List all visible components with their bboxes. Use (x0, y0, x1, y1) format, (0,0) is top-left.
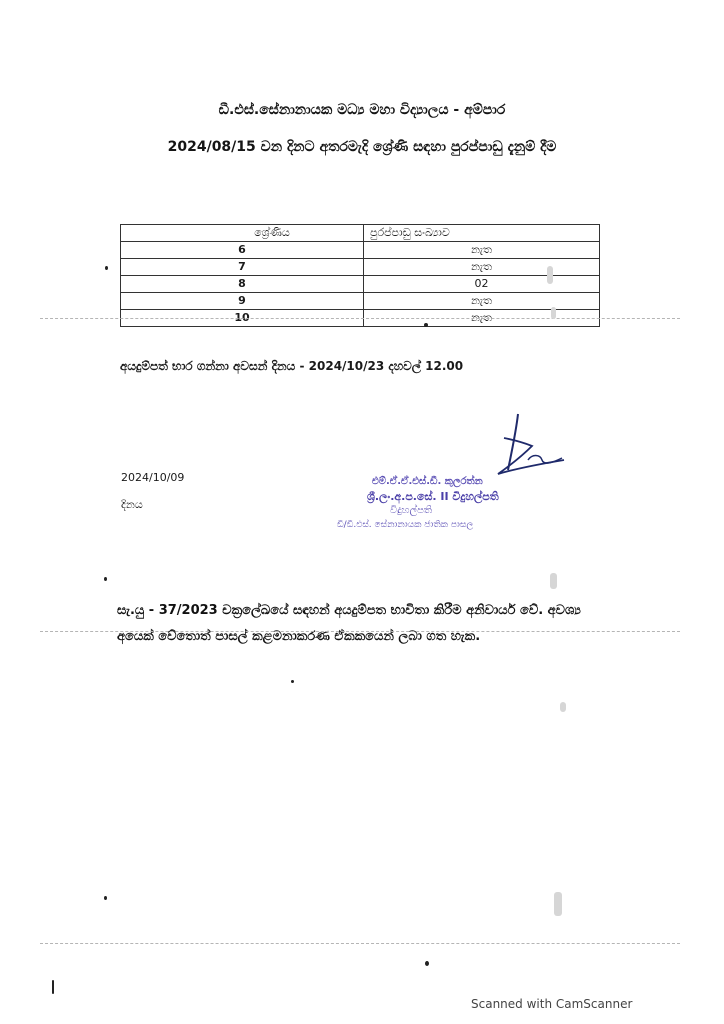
grade-cell: 10 (121, 310, 364, 327)
issue-date: 2024/10/09 (121, 471, 185, 484)
school-name-heading: ඩී.එස්.සේනානායක මධ්‍ය මහා විද්‍යාලය - අම්පාර (218, 102, 506, 118)
grade-column-header: ශ්‍රේණිය (121, 225, 364, 242)
scan-dot-artifact (424, 323, 428, 327)
scan-line-artifact (40, 631, 680, 632)
vacancy-cell: නැත (364, 310, 600, 327)
camscanner-watermark: Scanned with CamScanner (471, 997, 633, 1011)
table-row (121, 293, 600, 310)
circular-note: සැ.යු - 37/2023 චක්‍රලේඛයේ සඳහන් අයදුම්පත භාවිතා කිරීම අනිවාර්ය වේ. අවශ්‍ය අයෙක් වේතොත් පාසල් කළමනාකරණ ඒකකයෙන් ලබා ගත හැක. (117, 603, 581, 644)
vacancy-cell: නැත (364, 293, 600, 310)
stamp-name-line: එම්.ඒ.ඒ.එස්.ඩී. කුලරත්න (372, 476, 483, 487)
vacancy-count-column-header: පුරප්පාඩු සංඛ්‍යාව (364, 225, 600, 242)
scan-dot-artifact (104, 577, 107, 581)
scan-dot-artifact (291, 680, 294, 683)
scan-dot-artifact (104, 896, 107, 900)
table-header-row (121, 225, 600, 242)
notice-subtitle: 2024/08/15 වන දිනට අතරමැදි ශ්‍රේණි සඳහා පුරප්පාඩු දැනුම් දීම (167, 139, 557, 155)
grade-cell: 8 (121, 276, 364, 293)
scan-smudge-artifact (547, 266, 553, 284)
stamp-title-line: ශ්‍රී.ලං.අ.ප.සේ. II විදුහල්පති (367, 490, 499, 503)
table-row (121, 276, 600, 293)
principal-signature (470, 410, 570, 482)
grade-cell: 7 (121, 259, 364, 276)
scan-mark-artifact (52, 980, 54, 994)
scan-line-artifact (40, 318, 680, 319)
date-label: දිනය (121, 498, 143, 511)
scan-smudge-artifact (551, 307, 556, 319)
table-row (121, 242, 600, 259)
vacancy-cell: නැත (364, 242, 600, 259)
stamp-school-line: ඩී/ඩී.එස්. සේනානායක ජාතික පාසල (337, 520, 474, 530)
scan-smudge-artifact (554, 892, 562, 916)
scan-line-artifact (40, 943, 680, 944)
scan-dot-artifact (425, 961, 429, 966)
vacancy-cell: 02 (364, 276, 600, 293)
application-deadline: අයදුම්පත් භාර ගන්නා අවසන් දිනය - 2024/10/23 දහවල් 12.00 (120, 359, 464, 373)
table-row (121, 259, 600, 276)
scan-dot-artifact (105, 266, 108, 270)
scan-smudge-artifact (550, 573, 557, 589)
scan-smudge-artifact (560, 702, 566, 712)
grade-cell: 6 (121, 242, 364, 259)
stamp-role-line: විදුහල්පති (390, 505, 433, 516)
grade-cell: 9 (121, 293, 364, 310)
vacancy-table (120, 224, 600, 327)
vacancy-cell: නැත (364, 259, 600, 276)
